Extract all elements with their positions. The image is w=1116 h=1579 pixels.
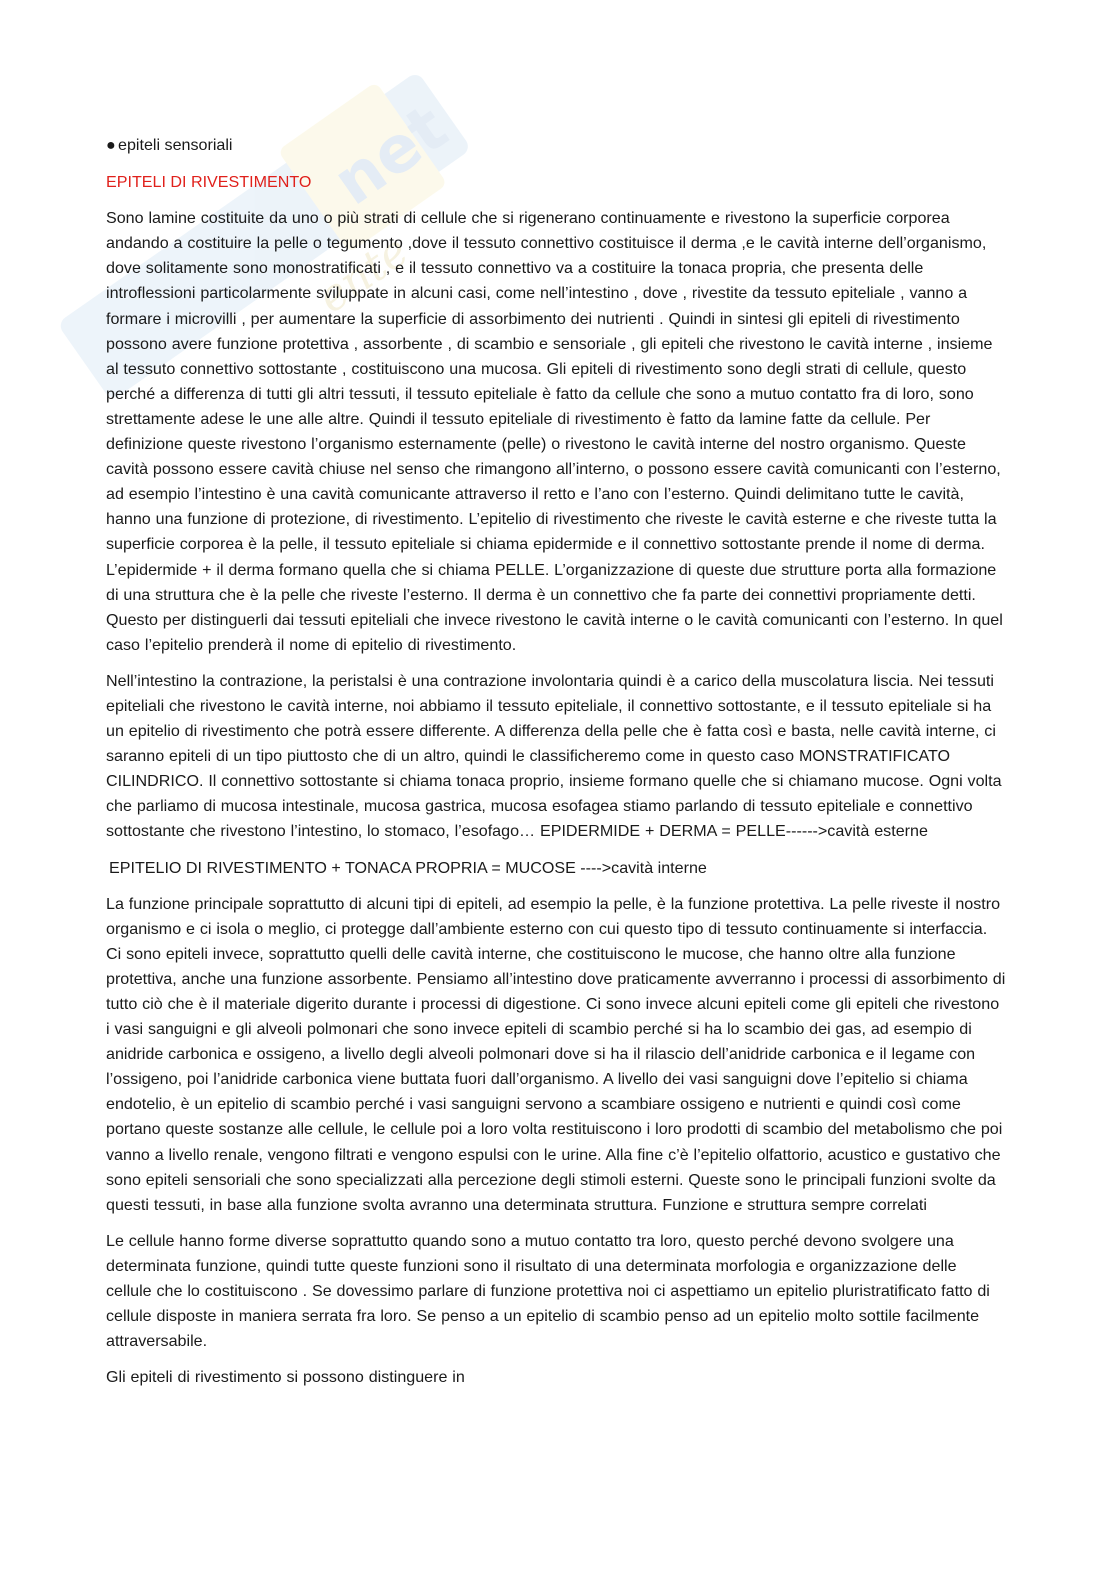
watermark-brand: net [320,90,461,221]
paragraph: La funzione principale soprattutto di alcuni tipi di epiteli, ad esempio la pelle, è la funzione protettiva. La pelle riveste il nostro organismo e ci isola o meglio, ci protegge dall’ambiente esterno con cui questo tipo di tessuto continuamente si interfaccia. Ci sono epiteli invece, soprattutto quelli delle cavità interne, che costituiscono le mucose, che hanno oltre alla funzione protettiva, anche una funzione assorbente. Pensiamo all’intestino dove praticamente avverranno i processi di assorbimento di tutto ciò che è il materiale digerito durante i processi di digestione. Ci sono invece alcuni epiteli come gli epiteli che rivestono i vasi sanguigni e gli alveoli polmonari che sono invece epiteli di scambio perché si ha lo scambio dei gas, ad esempio di anidride carbonica e ossigeno, a livello degli alveoli polmonari dove si ha il rilascio dell’anidride carbonica e il legame con l’ossigeno, poi l’anidride carbonica viene buttata fuori dall’organismo. A livello dei vasi sanguigni dove l’epitelio si chiama endotelio, è un epitelio di scambio perché i vasi sanguigni servono a scambiare ossigeno e nutrienti e quindi così come portano queste sostanze alle cellule, le cellule poi a loro volta restituiscono i loro prodotti di scambio del metabolismo che poi vanno a livello renale, vengono filtrati e vengono espulsi con le urine. Alla fine c’è l’epitelio olfattorio, acustico e gustativo che sono epiteli sensoriali che sono specializzati alla percezione degli stimoli esterni. Queste sono le principali funzioni svolte da questi tessuti, in base alla funzione svolta avranno una determinata struttura. Funzione e struttura sempre correlati [106,894,1006,1214]
paragraph: Nell’intestino la contrazione, la peristalsi è una contrazione involontaria quindi è a carico della muscolatura liscia. Nei tessuti epiteliali che rivestono le cavità interne, noi abbiamo il tessuto epiteliale, il connettivo sottostante, e il tessuto epiteliale si ha un epitelio di rivestimento che potrà essere differente. A differenza della pelle che è fatta così e basta, nelle cavità interne, ci saranno epiteli di un tipo piuttosto che di un altro, quindi le classificheremo come in questo caso MONSTRATIFICATO CILINDRICO. Il connettivo sottostante si chiama tonaca proprio, insieme formano quelle che si chiamano mucose. Ogni volta che parliamo di mucosa intestinale, mucosa gastrica, mucosa esofagea stiamo parlando di tessuto epiteliale e connettivo sottostante che rivestono l’intestino, lo stomaco, l’esofago… EPIDERMIDE + DERMA = PELLE------>cavità esterne [106,671,1002,841]
bullet-icon: ● [106,136,116,154]
document-body [106,133,1006,1401]
paragraph: Gli epiteli di rivestimento si possono distinguere in [106,1368,465,1387]
watermark-tagline: ente [308,225,418,324]
equation-line: EPITELIO DI RIVESTIMENTO + TONACA PROPRIA = MUCOSE ---->cavità interne [109,858,707,877]
paragraph: Le cellule hanno forme diverse soprattutto quando sono a mutuo contatto tra loro, questo perché devono svolgere una determinata funzione, quindi tutte queste funzioni sono il risultato di una determinata morfologia e organizzazione delle cellule che lo costituiscono . Se dovessimo parlare di funzione protettiva noi ci aspettiamo un epitelio pluristratificato fatto di cellule disposte in maniera serrata fra loro. Se penso a un epitelio di scambio penso ad un epitelio molto sottile facilmente attraversabile. [106,1231,990,1351]
bullet-list-item [106,133,1006,158]
bullet-item-text: epiteli sensoriali [118,136,233,154]
section-heading: EPITELI DI RIVESTIMENTO [106,173,312,192]
paragraph: Sono lamine costituite da uno o più strati di cellule che si rigenerano continuamente e rivestono la superficie corporea andando a costituire la pelle o tegumento ,dove il tessuto connettivo costituisce il derma ,e le cavità interne dell’organismo, dove solitamente sono monostratificati , e il tessuto connettivo va a costituire la tonaca propria, che presenta delle introflessioni particolarmente sviluppate in alcuni casi, come nell’intestino , dove , rivestite da tessuto epiteliale , vanno a formare i microvilli , per aumentare la superficie di assorbimento dei nutrienti . Quindi in sintesi gli epiteli di rivestimento possono avere funzione protettiva , assorbente , di scambio e sensoriale , gli epiteli che rivestono le cavità interne , insieme al tessuto connettivo sottostante , costituiscono una mucosa. Gli epiteli di rivestimento sono degli strati di cellule, questo perché a differenza di tutti gli altri tessuti, il tessuto epiteliale è fatto da cellule che sono a mutuo contatto fra di loro, sono strettamente adese le une alle altre. Quindi il tessuto epiteliale di rivestimento è fatto da lamine fatte da cellule. Per definizione queste rivestono l’organismo esternamente (pelle) o rivestono le cavità interne del nostro organismo. Queste cavità possono essere cavità chiuse nel senso che rimangono all’interno, o possono essere cavità comunicanti con l’esterno, ad esempio l’intestino è una cavità comunicante attraverso il retto e l’ano con l’esterno. Quindi delimitano tutte le cavità, hanno una funzione di protezione, di rivestimento. L’epitelio di rivestimento che riveste le cavità esterne e che riveste tutta la superficie corporea è la pelle, il tessuto epiteliale si chiama epidermide e il connettivo sottostante prende il nome di derma. L’epidermide + il derma formano quella che si chiama PELLE. L’organizzazione di queste due strutture porta alla formazione di una struttura che è la pelle che riveste l’esterno. Il derma è un connettivo che fa parte dei connettivi propriamente detti. Questo per distinguerli dai tessuti epiteliali che invece rivestono le cavità interne o le cavità comunicanti con l’esterno. In quel caso l’epitelio prenderà il nome di epitelio di rivestimento. [106,209,1003,654]
